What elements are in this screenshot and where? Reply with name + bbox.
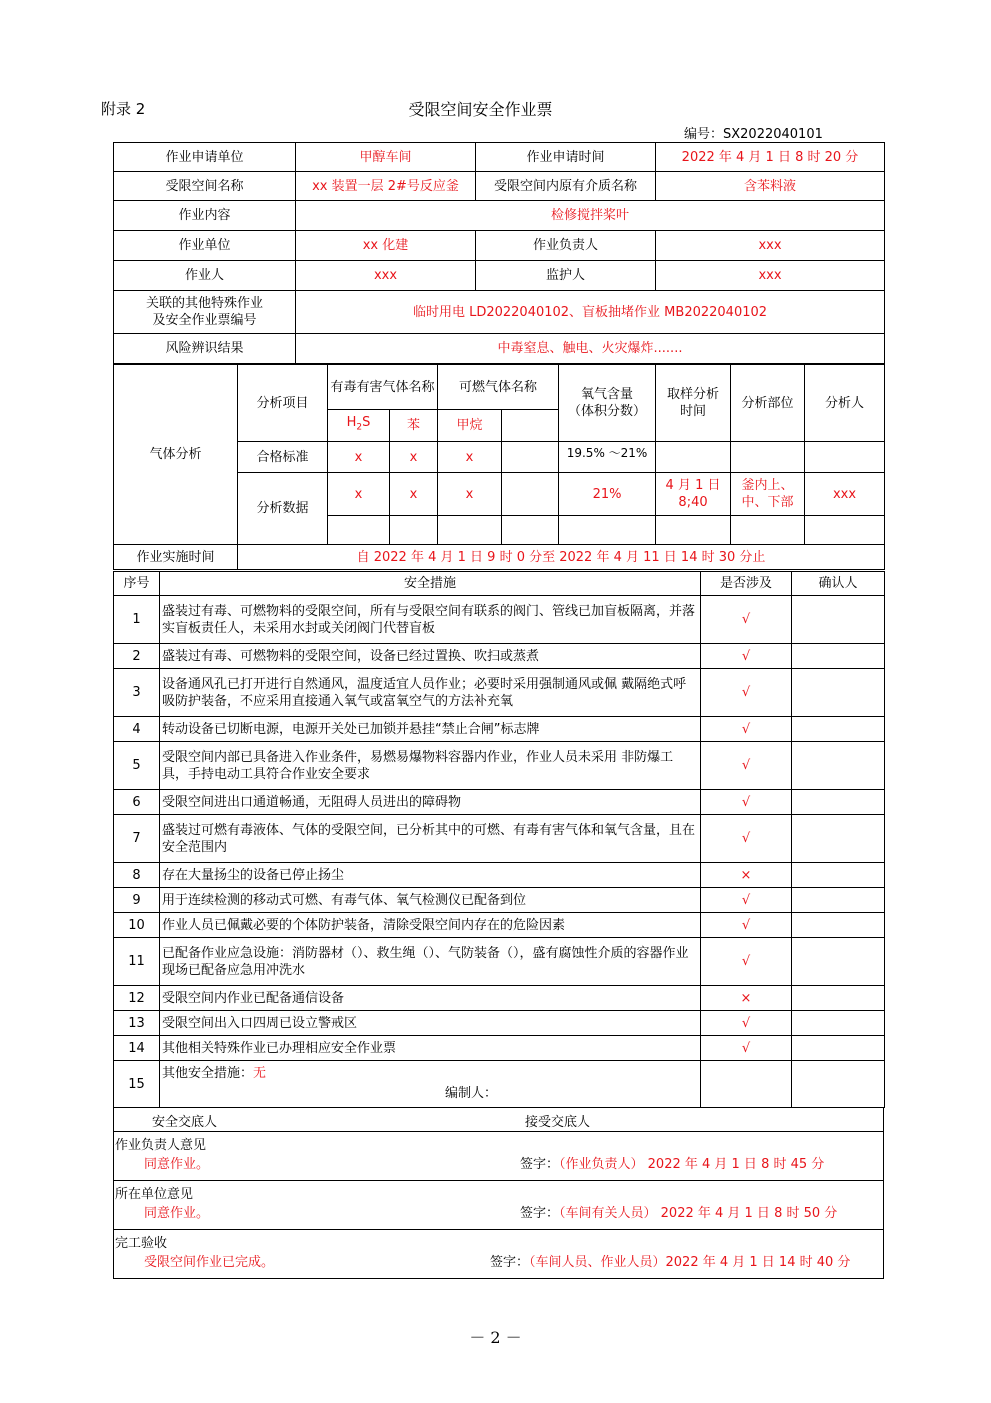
data-empty <box>502 473 559 516</box>
data-analyst: xxx <box>805 473 885 516</box>
measure-mark: √ <box>701 790 792 815</box>
measure-confirm <box>792 913 885 938</box>
measures-table <box>113 571 885 1061</box>
measure-text: 盛装过有毒、可燃物料的受限空间，设备已经过置换、吹扫或蒸煮 <box>160 644 701 669</box>
risk-value: 中毒窒息、触电、火灾爆炸....... <box>296 334 885 364</box>
measure-text: 转动设备已切断电源，电源开关处已加锁并悬挂“禁止合闸”标志牌 <box>160 717 701 742</box>
measure-text: 受限空间进出口通道畅通，无阻碍人员进出的障碍物 <box>160 790 701 815</box>
flammable-gas-label: 可燃气体名称 <box>438 365 559 410</box>
table-row <box>114 1011 885 1036</box>
col-no-header: 序号 <box>114 572 160 596</box>
measure-mark: √ <box>701 669 792 717</box>
standard-h2s: x <box>328 442 390 473</box>
measure-no: 3 <box>114 669 160 717</box>
measure-no: 10 <box>114 913 160 938</box>
guardian-label: 监护人 <box>476 261 656 291</box>
work-unit-value: xx 化建 <box>296 231 476 261</box>
measure-mark: × <box>701 986 792 1011</box>
toxic-gas-label: 有毒有害气体名称 <box>328 365 438 410</box>
col-measure-header: 安全措施 <box>160 572 701 596</box>
measure-text: 已配备作业应急设施：消防器材（）、救生绳（）、气防装备（），盛有腐蚀性介质的容器作业现场已配备应急用冲洗水 <box>160 938 701 986</box>
work-unit-label: 作业单位 <box>114 231 296 261</box>
gas-table <box>113 364 885 570</box>
table-row <box>114 644 885 669</box>
opinion-title: 作业负责人意见 <box>115 1138 207 1153</box>
measure-mark: √ <box>701 717 792 742</box>
data-time: 4 月 1 日 8;40 <box>656 473 731 516</box>
standard-methane: x <box>438 442 502 473</box>
data2-cell <box>390 516 438 545</box>
row15-no: 15 <box>114 1061 160 1108</box>
measure-confirm <box>792 986 885 1011</box>
gas-methane: 甲烷 <box>438 410 502 442</box>
table-row <box>114 986 885 1011</box>
measure-no: 6 <box>114 790 160 815</box>
exec-time-label: 作业实施时间 <box>114 545 238 570</box>
sample-time-label: 取样分析 时间 <box>656 365 731 442</box>
applicant-unit-label: 作业申请单位 <box>114 143 296 172</box>
analyst-label: 分析人 <box>805 365 885 442</box>
measure-no: 4 <box>114 717 160 742</box>
measure-text: 受限空间内作业已配备通信设备 <box>160 986 701 1011</box>
content-value: 检修搅拌桨叶 <box>296 201 885 231</box>
worker-label: 作业人 <box>114 261 296 291</box>
standard-benzene: x <box>390 442 438 473</box>
leader-value: xxx <box>656 231 885 261</box>
leader-label: 作业负责人 <box>476 231 656 261</box>
applicant-unit-value: 甲醇车间 <box>296 143 476 172</box>
measure-confirm <box>792 742 885 790</box>
content-label: 作业内容 <box>114 201 296 231</box>
apply-time-value: 2022 年 4 月 1 日 8 时 20 分 <box>656 143 885 172</box>
gas-item-label: 分析项目 <box>238 365 328 442</box>
col-involved-header: 是否涉及 <box>701 572 792 596</box>
standard-empty <box>502 442 559 473</box>
opinion-title: 完工验收 <box>115 1236 168 1251</box>
standard-position <box>731 442 805 473</box>
measure-text: 用于连续检测的移动式可燃、有毒气体、氧气检测仪已配备到位 <box>160 888 701 913</box>
opinion-sign: 签字：（作业负责人） 2022 年 4 月 1 日 8 时 45 分 <box>520 1157 825 1172</box>
table-row <box>114 815 885 863</box>
opinion-block <box>113 1181 884 1230</box>
measure-mark: √ <box>701 596 792 644</box>
measure-text: 受限空间出入口四周已设立警戒区 <box>160 1011 701 1036</box>
measure-mark: √ <box>701 1011 792 1036</box>
data-h2s: x <box>328 473 390 516</box>
standard-analyst <box>805 442 885 473</box>
measure-mark: √ <box>701 938 792 986</box>
measure-confirm <box>792 815 885 863</box>
opinion-block <box>113 1230 884 1279</box>
measure-no: 14 <box>114 1036 160 1061</box>
measure-mark: √ <box>701 888 792 913</box>
opinion-text: 同意作业。 <box>144 1206 210 1221</box>
measure-mark: √ <box>701 815 792 863</box>
measure-no: 8 <box>114 863 160 888</box>
handover-receiver: 接受交底人 <box>525 1115 591 1130</box>
measure-confirm <box>792 863 885 888</box>
gas-empty <box>502 410 559 442</box>
measure-confirm <box>792 1011 885 1036</box>
data-benzene: x <box>390 473 438 516</box>
measure-confirm <box>792 644 885 669</box>
exec-time-value: 自 2022 年 4 月 1 日 9 时 0 分至 2022 年 4 月 11 日 14 时 30 分止 <box>238 545 885 570</box>
medium-value: 含苯料液 <box>656 172 885 201</box>
measure-no: 7 <box>114 815 160 863</box>
related-label: 关联的其他特殊作业 及安全作业票编号 <box>114 291 296 334</box>
measure-mark: √ <box>701 913 792 938</box>
standard-oxygen: 19.5% ～21% <box>559 442 656 473</box>
medium-label: 受限空间内原有介质名称 <box>476 172 656 201</box>
worker-value: xxx <box>296 261 476 291</box>
oxygen-label: 氧气含量 （体积分数） <box>559 365 656 442</box>
handover-row <box>113 1108 884 1132</box>
measure-no: 9 <box>114 888 160 913</box>
standard-label: 合格标准 <box>238 442 328 473</box>
gas-analysis-label: 气体分析 <box>114 365 238 545</box>
data2-cell <box>656 516 731 545</box>
table-row <box>114 790 885 815</box>
opinion-text: 同意作业。 <box>144 1157 210 1172</box>
handover-giver: 安全交底人 <box>152 1115 218 1130</box>
appendix-label: 附录 2 <box>101 100 146 118</box>
opinion-block <box>113 1132 884 1181</box>
measure-no: 11 <box>114 938 160 986</box>
measure-text: 其他相关特殊作业已办理相应安全作业票 <box>160 1036 701 1061</box>
table-row <box>114 888 885 913</box>
data-label: 分析数据 <box>238 473 328 545</box>
data2-cell <box>805 516 885 545</box>
measure-mark: √ <box>701 644 792 669</box>
measure-confirm <box>792 790 885 815</box>
measure-confirm <box>792 1036 885 1061</box>
serial-number: 编号：SX2022040101 <box>684 127 823 142</box>
data2-cell <box>502 516 559 545</box>
analysis-position-label: 分析部位 <box>731 365 805 442</box>
standard-time <box>656 442 731 473</box>
risk-label: 风险辨识结果 <box>114 334 296 364</box>
table-row <box>114 669 885 717</box>
measure-mark: √ <box>701 1036 792 1061</box>
measure-text: 受限空间内部已具备进入作业条件，易燃易爆物料容器内作业，作业人员未采用 非防爆工具，手持电动工具符合作业安全要求 <box>160 742 701 790</box>
opinion-sign: 签字：（车间有关人员） 2022 年 4 月 1 日 8 时 50 分 <box>520 1206 838 1221</box>
row15-editor: 编制人： <box>445 1086 498 1101</box>
row15-confirm <box>792 1061 885 1108</box>
gas-benzene: 苯 <box>390 410 438 442</box>
data-oxygen: 21% <box>559 473 656 516</box>
info-table <box>113 142 885 364</box>
table-row <box>114 1036 885 1061</box>
related-value: 临时用电 LD2022040102、盲板抽堵作业 MB2022040102 <box>296 291 885 334</box>
measure-mark: √ <box>701 742 792 790</box>
measure-no: 1 <box>114 596 160 644</box>
page-title: 受限空间安全作业票 <box>408 100 553 119</box>
measure-confirm <box>792 669 885 717</box>
table-row <box>114 596 885 644</box>
table-row <box>114 717 885 742</box>
table-row <box>114 938 885 986</box>
data-methane: x <box>438 473 502 516</box>
table-row <box>114 913 885 938</box>
row15-measure: 其他安全措施：无 编制人： <box>160 1061 701 1108</box>
opinion-text: 受限空间作业已完成。 <box>144 1255 275 1270</box>
guardian-value: xxx <box>656 261 885 291</box>
row15-involved <box>701 1061 792 1108</box>
measure-text: 盛装过有毒、可燃物料的受限空间，所有与受限空间有联系的阀门、管线已加盲板隔离，并落实盲板责任人，未采用水封或关闭阀门代替盲板 <box>160 596 701 644</box>
measure-no: 12 <box>114 986 160 1011</box>
measure-text: 作业人员已佩戴必要的个体防护装备，清除受限空间内存在的危险因素 <box>160 913 701 938</box>
table-row <box>114 863 885 888</box>
data-position: 釜内上、 中、下部 <box>731 473 805 516</box>
space-name-value: xx 装置一层 2#号反应釜 <box>296 172 476 201</box>
opinion-sign: 签字：（车间人员、作业人员）2022 年 4 月 1 日 14 时 40 分 <box>490 1255 851 1270</box>
measure-no: 13 <box>114 1011 160 1036</box>
data2-cell <box>559 516 656 545</box>
measure-no: 2 <box>114 644 160 669</box>
measure-confirm <box>792 596 885 644</box>
measure-text: 设备通风孔已打开进行自然通风，温度适宜人员作业；必要时采用强制通风或佩 戴隔绝式呼吸防护装备，不应采用直接通入氧气或富氧空气的方法补充氧 <box>160 669 701 717</box>
measure-mark: × <box>701 863 792 888</box>
measure-confirm <box>792 938 885 986</box>
col-confirm-header: 确认人 <box>792 572 885 596</box>
opinion-title: 所在单位意见 <box>115 1187 194 1202</box>
measure-text: 存在大量扬尘的设备已停止扬尘 <box>160 863 701 888</box>
measure-no: 5 <box>114 742 160 790</box>
measure-text: 盛装过可燃有毒液体、气体的受限空间，已分析其中的可燃、有毒有害气体和氧气含量，且在安全范围内 <box>160 815 701 863</box>
measure-confirm <box>792 888 885 913</box>
data2-cell <box>328 516 390 545</box>
apply-time-label: 作业申请时间 <box>476 143 656 172</box>
table-row <box>114 742 885 790</box>
other-measures-table <box>113 1060 885 1108</box>
measure-confirm <box>792 717 885 742</box>
space-name-label: 受限空间名称 <box>114 172 296 201</box>
page-number: － 2 － <box>469 1328 522 1347</box>
gas-h2s: $H_2S$ <box>328 410 390 442</box>
data2-cell <box>438 516 502 545</box>
data2-cell <box>731 516 805 545</box>
